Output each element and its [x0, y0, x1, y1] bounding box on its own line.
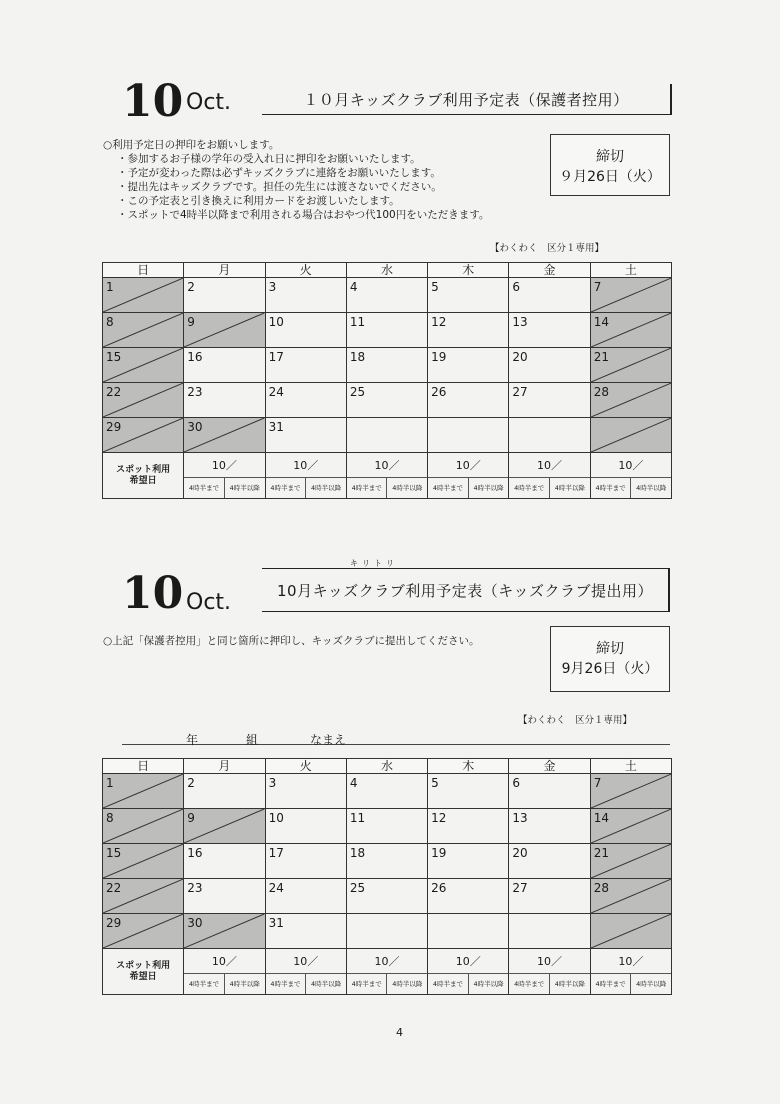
bottom-calendar: [102, 758, 672, 995]
day-number: 8: [106, 811, 114, 825]
day-cell[interactable]: [428, 914, 509, 949]
spot-before-430[interactable]: 4時半まで: [591, 974, 632, 994]
weekday-header: 金: [509, 759, 590, 774]
day-cell[interactable]: [428, 348, 509, 383]
day-number: 31: [268, 420, 284, 434]
day-cell[interactable]: [590, 879, 671, 914]
day-cell[interactable]: [346, 844, 427, 879]
weekday-header: 月: [184, 759, 265, 774]
top-deadline-box: [550, 134, 670, 196]
spot-before-430[interactable]: 4時半まで: [591, 478, 632, 498]
spot-cell[interactable]: [509, 453, 590, 499]
day-number: 12: [431, 811, 447, 825]
day-cell[interactable]: [184, 844, 265, 879]
diagonal-strike: [184, 809, 264, 843]
day-cell[interactable]: [184, 774, 265, 809]
spot-before-430[interactable]: 4時半まで: [347, 974, 388, 994]
spot-cell[interactable]: [346, 453, 427, 499]
day-cell[interactable]: [265, 914, 346, 949]
day-cell[interactable]: [346, 879, 427, 914]
day-cell[interactable]: [184, 383, 265, 418]
spot-after-430[interactable]: 4時半以降: [229, 980, 260, 988]
top-month-english: Oct.: [186, 90, 232, 115]
day-cell[interactable]: [103, 418, 184, 453]
day-cell[interactable]: [509, 383, 590, 418]
spot-label-cell: [103, 949, 184, 995]
day-cell[interactable]: [590, 313, 671, 348]
spot-after-430[interactable]: 4時半以降: [392, 484, 423, 492]
day-number: 14: [593, 315, 609, 329]
day-cell[interactable]: [103, 879, 184, 914]
day-cell[interactable]: [590, 348, 671, 383]
page-number: 4: [396, 1026, 403, 1039]
day-cell[interactable]: [346, 278, 427, 313]
diagonal-strike: [103, 313, 183, 347]
day-cell[interactable]: [103, 383, 184, 418]
day-cell[interactable]: [590, 278, 671, 313]
day-number: 11: [349, 315, 366, 329]
day-number: 20: [512, 846, 528, 860]
day-cell[interactable]: [103, 914, 184, 949]
day-number: 23: [187, 881, 203, 895]
day-cell[interactable]: [509, 914, 590, 949]
bottom-deadline-label: 締切: [596, 641, 624, 657]
spot-cell[interactable]: [590, 453, 671, 499]
day-number: 3: [268, 776, 277, 790]
day-cell[interactable]: [184, 418, 265, 453]
day-cell[interactable]: [265, 879, 346, 914]
day-number: 5: [431, 280, 439, 294]
name-field-line[interactable]: [122, 730, 670, 745]
spot-date: 10／: [266, 453, 346, 478]
day-number: 10: [268, 811, 284, 825]
day-cell[interactable]: [184, 914, 265, 949]
spot-label: 希望日: [129, 971, 157, 982]
day-number: 24: [268, 881, 284, 895]
bottom-month-number: 10: [122, 568, 184, 619]
top-note-item: ・この予定表と引き換えに利用カードをお渡しいたします。: [117, 195, 400, 207]
day-number: 13: [512, 811, 528, 825]
day-number: 13: [512, 315, 528, 329]
day-cell[interactable]: [428, 278, 509, 313]
bottom-title: 10月キッズクラブ利用予定表（キッズクラブ提出用）: [262, 568, 670, 612]
day-cell[interactable]: [428, 774, 509, 809]
day-cell[interactable]: [103, 809, 184, 844]
day-cell[interactable]: [265, 348, 346, 383]
weekday-header: 木: [428, 263, 509, 278]
spot-after-430[interactable]: 4時半以降: [473, 980, 504, 988]
spot-before-430[interactable]: 4時半まで: [347, 478, 388, 498]
day-number: 21: [593, 350, 609, 364]
day-number: 4: [349, 280, 358, 294]
day-cell[interactable]: [509, 774, 590, 809]
day-number: 2: [187, 776, 195, 790]
day-cell[interactable]: [184, 278, 265, 313]
day-number: 8: [106, 315, 114, 329]
day-cell[interactable]: [103, 313, 184, 348]
top-note-item: ・予定が変わった際は必ずキッズクラブに連絡をお願いいたします。: [117, 167, 441, 179]
day-number: 28: [593, 385, 609, 399]
day-cell[interactable]: [346, 383, 427, 418]
day-number: 9: [187, 315, 195, 329]
day-cell[interactable]: [428, 809, 509, 844]
weekday-header: 水: [346, 759, 427, 774]
day-number: 30: [187, 420, 203, 434]
spot-label: スポット利用: [116, 464, 171, 475]
top-deadline-date: ９月26日（火）: [559, 169, 661, 185]
cut-label: キリトリ: [350, 559, 398, 568]
bottom-deadline-date: 9月26日（火）: [561, 661, 659, 677]
day-number: 11: [349, 811, 366, 825]
day-cell[interactable]: [428, 313, 509, 348]
day-number: 9: [187, 811, 195, 825]
day-number: 27: [512, 881, 528, 895]
day-number: 16: [187, 350, 203, 364]
day-number: 19: [431, 350, 447, 364]
spot-cell[interactable]: [265, 453, 346, 499]
spot-before-430[interactable]: 4時半まで: [428, 478, 469, 498]
spot-before-430[interactable]: 4時半まで: [266, 478, 307, 498]
day-number: 15: [106, 846, 122, 860]
weekday-header: 水: [346, 263, 427, 278]
day-number: 16: [187, 846, 203, 860]
spot-cell[interactable]: [265, 949, 346, 995]
spot-cell[interactable]: [428, 453, 509, 499]
spot-cell[interactable]: [590, 949, 671, 995]
day-cell[interactable]: [265, 383, 346, 418]
grade-label: 年: [186, 733, 199, 747]
day-cell[interactable]: [265, 844, 346, 879]
day-cell[interactable]: [590, 844, 671, 879]
day-number: 23: [187, 385, 203, 399]
day-cell[interactable]: [509, 844, 590, 879]
diagonal-strike: [591, 774, 671, 808]
top-calendar: [102, 262, 672, 499]
day-number: 4: [349, 776, 358, 790]
top-note-heading: ○利用予定日の押印をお願いします。: [103, 139, 280, 151]
spot-after-430[interactable]: 4時半以降: [392, 980, 423, 988]
day-cell[interactable]: [265, 313, 346, 348]
top-month-number: 10: [122, 76, 184, 127]
class-label: 組: [246, 733, 259, 747]
spot-cell[interactable]: [509, 949, 590, 995]
spot-date: 10／: [184, 949, 264, 974]
day-number: 6: [512, 280, 521, 294]
spot-before-430[interactable]: 4時半まで: [509, 478, 550, 498]
spot-after-430[interactable]: 4時半以降: [636, 484, 667, 492]
spot-before-430[interactable]: 4時半まで: [509, 974, 550, 994]
day-number: 24: [268, 385, 284, 399]
day-cell[interactable]: [184, 313, 265, 348]
spot-after-430[interactable]: 4時半以降: [473, 484, 504, 492]
day-number: 30: [187, 916, 203, 930]
day-number: 31: [268, 916, 284, 930]
day-number: 20: [512, 350, 528, 364]
spot-after-430[interactable]: 4時半以降: [636, 980, 667, 988]
diagonal-strike: [591, 418, 671, 452]
day-cell[interactable]: [265, 809, 346, 844]
day-cell[interactable]: [428, 418, 509, 453]
diagonal-strike: [103, 278, 183, 312]
spot-before-430[interactable]: 4時半まで: [266, 974, 307, 994]
spot-date: 10／: [347, 949, 427, 974]
day-cell[interactable]: [103, 348, 184, 383]
top-note-item: ・参加するお子様の学年の受入れ日に押印をお願いいたします。: [117, 153, 421, 165]
day-number: 12: [431, 315, 447, 329]
day-number: 6: [512, 776, 521, 790]
spot-label-cell: [103, 453, 184, 499]
day-cell[interactable]: [428, 383, 509, 418]
spot-date: 10／: [509, 453, 589, 478]
spot-date: 10／: [184, 453, 264, 478]
weekday-header: 木: [428, 759, 509, 774]
day-number: 17: [268, 846, 284, 860]
top-deadline-label: 締切: [596, 149, 624, 165]
day-number: 25: [349, 881, 366, 895]
diagonal-strike: [103, 809, 183, 843]
spot-cell[interactable]: [428, 949, 509, 995]
day-number: 15: [106, 350, 122, 364]
day-number: 10: [268, 315, 284, 329]
spot-after-430[interactable]: 4時半以降: [310, 980, 342, 988]
day-cell[interactable]: [346, 348, 427, 383]
day-number: 1: [106, 776, 114, 790]
spot-date: 10／: [266, 949, 346, 974]
spot-cell[interactable]: [184, 949, 265, 995]
spot-after-430[interactable]: 4時半以降: [554, 980, 585, 988]
day-cell[interactable]: [103, 844, 184, 879]
day-number: 7: [593, 776, 602, 790]
day-number: 22: [106, 385, 122, 399]
weekday-header: 金: [509, 263, 590, 278]
weekday-header: 月: [184, 263, 265, 278]
top-note-item: ・スポットで4時半以降まで利用される場合はおやつ代100円をいただきます。: [117, 209, 490, 221]
day-cell[interactable]: [184, 879, 265, 914]
spot-date: 10／: [509, 949, 589, 974]
day-cell[interactable]: [509, 809, 590, 844]
spot-label: スポット利用: [116, 960, 171, 971]
name-label: なまえ: [310, 733, 347, 747]
bottom-month-english: Oct.: [186, 590, 232, 615]
day-cell[interactable]: [509, 313, 590, 348]
weekday-header: 火: [265, 263, 346, 278]
weekday-header: 土: [590, 759, 671, 774]
day-number: 7: [593, 280, 602, 294]
day-cell[interactable]: [509, 348, 590, 383]
day-cell[interactable]: [346, 774, 427, 809]
day-number: 5: [431, 776, 439, 790]
day-number: 29: [106, 420, 122, 434]
day-number: 17: [268, 350, 284, 364]
weekday-header: 日: [103, 263, 184, 278]
day-number: 22: [106, 881, 122, 895]
day-cell[interactable]: [265, 774, 346, 809]
day-cell[interactable]: [346, 914, 427, 949]
spot-date: 10／: [428, 949, 508, 974]
day-cell[interactable]: [103, 774, 184, 809]
day-number: 28: [593, 881, 609, 895]
spot-before-430[interactable]: 4時半まで: [184, 478, 225, 498]
day-cell[interactable]: [428, 879, 509, 914]
bottom-deadline-box: [550, 626, 670, 692]
day-number: 18: [349, 350, 366, 364]
day-number: 3: [268, 280, 277, 294]
day-number: 18: [349, 846, 366, 860]
day-number: 21: [593, 846, 609, 860]
weekday-header: 火: [265, 759, 346, 774]
day-cell[interactable]: [590, 383, 671, 418]
day-number: 1: [106, 280, 114, 294]
day-number: 25: [349, 385, 366, 399]
spot-cell[interactable]: [346, 949, 427, 995]
day-number: 26: [431, 385, 447, 399]
day-cell[interactable]: [346, 418, 427, 453]
bottom-note: ○上記「保護者控用」と同じ箇所に押印し、キッズクラブに提出してください。: [103, 635, 480, 647]
day-cell[interactable]: [184, 809, 265, 844]
day-cell[interactable]: [509, 278, 590, 313]
diagonal-strike: [591, 278, 671, 312]
day-cell[interactable]: [346, 809, 427, 844]
day-cell[interactable]: [428, 844, 509, 879]
diagonal-strike: [103, 774, 183, 808]
spot-before-430[interactable]: 4時半まで: [428, 974, 469, 994]
day-number: 27: [512, 385, 528, 399]
top-tag: 【わくわく 区分１専用】: [490, 243, 605, 254]
day-cell[interactable]: [590, 914, 671, 949]
top-notes: [103, 138, 489, 222]
day-number: 29: [106, 916, 122, 930]
day-number: 14: [593, 811, 609, 825]
day-cell[interactable]: [509, 879, 590, 914]
spot-date: 10／: [428, 453, 508, 478]
day-cell[interactable]: [590, 809, 671, 844]
spot-after-430[interactable]: 4時半以降: [554, 484, 585, 492]
day-cell[interactable]: [184, 348, 265, 383]
day-cell[interactable]: [265, 278, 346, 313]
day-number: 19: [431, 846, 447, 860]
spot-date: 10／: [591, 453, 671, 478]
spot-before-430[interactable]: 4時半まで: [184, 974, 225, 994]
day-cell[interactable]: [509, 418, 590, 453]
day-number: 2: [187, 280, 195, 294]
day-cell[interactable]: [346, 313, 427, 348]
top-note-item: ・提出先はキッズクラブです。担任の先生には渡さないでください。: [117, 181, 442, 193]
spot-after-430[interactable]: 4時半以降: [310, 484, 342, 492]
weekday-header: 日: [103, 759, 184, 774]
bottom-tag: 【わくわく 区分１専用】: [518, 715, 633, 726]
day-number: 26: [431, 881, 447, 895]
top-title: １０月キッズクラブ利用予定表（保護者控用）: [262, 84, 672, 115]
day-cell[interactable]: [265, 418, 346, 453]
day-cell[interactable]: [590, 418, 671, 453]
weekday-header: 土: [590, 263, 671, 278]
spot-date: 10／: [347, 453, 427, 478]
day-cell[interactable]: [103, 278, 184, 313]
day-cell[interactable]: [590, 774, 671, 809]
spot-date: 10／: [591, 949, 671, 974]
spot-label: 希望日: [129, 475, 157, 486]
spot-after-430[interactable]: 4時半以降: [229, 484, 260, 492]
diagonal-strike: [184, 313, 264, 347]
diagonal-strike: [591, 914, 671, 948]
spot-cell[interactable]: [184, 453, 265, 499]
